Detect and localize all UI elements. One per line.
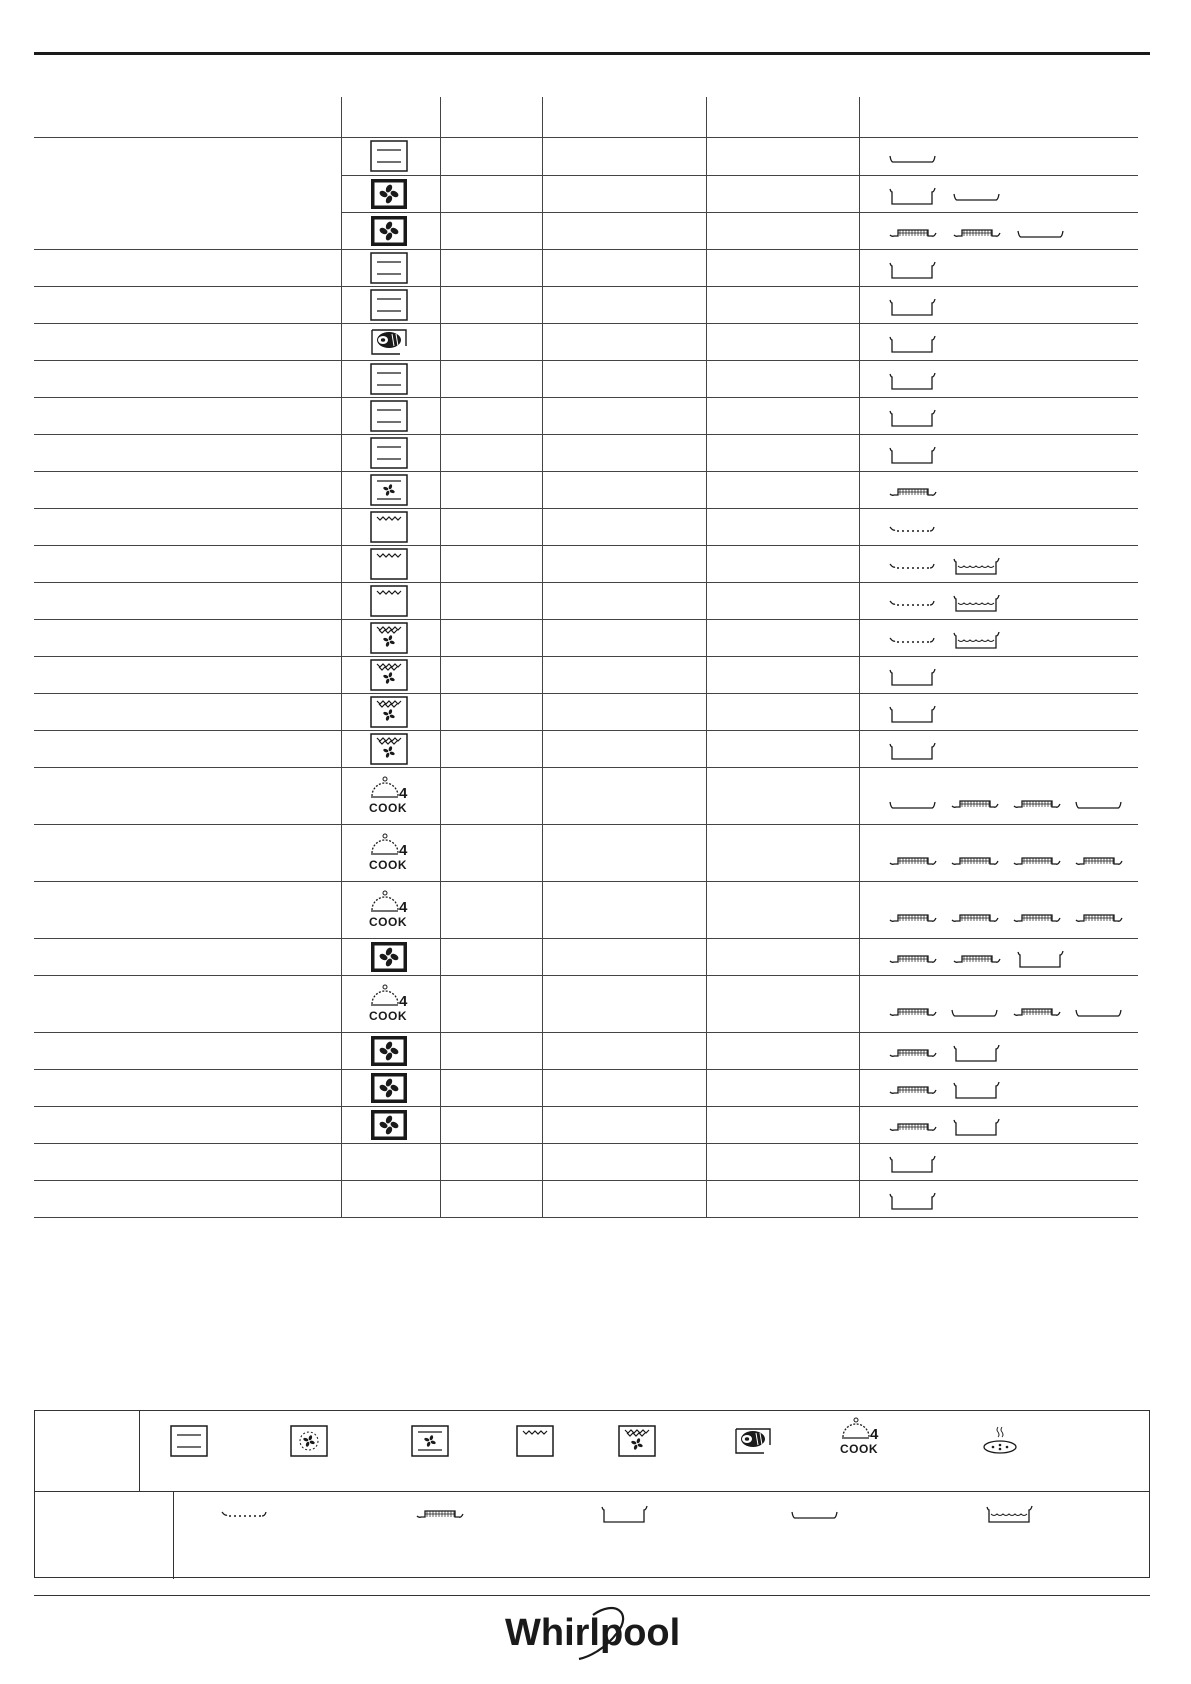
function-cell [341,323,437,360]
legend-function-item [159,1419,219,1463]
wire-shelf-icon [888,1046,938,1060]
convection-bake-icon [370,474,408,506]
grill-rack-icon [888,559,938,573]
baking-tray-icon [1074,797,1124,811]
function-cell [341,286,437,323]
conventional-heat-icon [370,289,408,321]
wire-shelf-icon [952,226,1002,240]
wire-shelf-icon [950,797,1000,811]
accessories-cell [878,1071,1143,1108]
function-cell [341,1180,437,1217]
wire-shelf-icon [888,1120,938,1134]
wire-shelf-icon [1074,854,1124,868]
dish-icon [888,666,938,688]
baking-tray-icon [952,189,1002,203]
dish-icon [888,740,938,762]
legend-function-item [505,1419,565,1463]
function-cell [341,881,437,938]
dish-icon [888,296,938,318]
function-cell [341,249,437,286]
legend-accessory-item [595,1499,655,1529]
conventional-heat-icon [370,437,408,469]
accessories-cell [878,732,1143,769]
wire-shelf-icon [950,854,1000,868]
wire-shelf-icon [952,952,1002,966]
water-tray-icon [952,592,1002,614]
wire-shelf-icon [888,485,938,499]
accessories-cell [878,832,1143,889]
cook4-label: COOK [369,857,407,872]
accessories-cell [878,940,1143,977]
function-cell [341,471,437,508]
grill-icon [516,1425,554,1457]
legend-function-item [970,1419,1030,1463]
function-cell [341,693,437,730]
wire-shelf-icon [1012,797,1062,811]
function-cell [341,656,437,693]
accessories-cell [878,1182,1143,1219]
conventional-heat-icon [370,140,408,172]
legend-function-item [400,1419,460,1463]
legend-column-divider [139,1411,140,1491]
accessories-cell [878,362,1143,399]
accessories-cell [878,621,1143,658]
function-cell [341,619,437,656]
function-cell [341,212,437,249]
wire-shelf-icon [888,1005,938,1019]
row-divider [34,137,1138,138]
accessories-cell [878,214,1143,251]
water-tray-icon [952,629,1002,651]
legend-box [34,1410,1150,1578]
dish-icon [888,259,938,281]
function-cell [341,1032,437,1069]
cook4-icon [368,776,410,816]
accessories-cell [878,436,1143,473]
accessories-cell [878,473,1143,510]
column-divider [542,97,543,1217]
function-cell [341,975,437,1032]
grill-icon [370,511,408,543]
wire-shelf-icon [888,1083,938,1097]
legend-accessory-item [785,1499,845,1529]
turbo-grill-icon [370,696,408,728]
column-divider [706,97,707,1217]
legend-column-divider [173,1491,174,1579]
accessories-cell [878,584,1143,621]
turbo-grill-icon [370,659,408,691]
forced-air-icon [370,1109,408,1141]
cook4-icon [839,1417,881,1457]
conventional-heat-icon [370,400,408,432]
legend-function-item [607,1419,667,1463]
cook4-icon [368,984,410,1024]
forced-air-icon [370,215,408,247]
dish-icon [952,1079,1002,1101]
legend-function-item [723,1419,783,1463]
cook4-number: 4 [399,898,408,916]
wire-shelf-icon [1012,911,1062,925]
function-cell [341,397,437,434]
baking-tray-icon [790,1507,840,1521]
cook4-number: 4 [399,784,408,802]
dish-icon [888,444,938,466]
convection-fan-icon [290,1425,328,1457]
baking-tray-icon [888,151,938,165]
cook4-number: 4 [870,1426,879,1443]
water-tray-icon [985,1503,1035,1525]
function-cell [341,1106,437,1143]
top-rule [34,52,1150,55]
cook4-icon [368,890,410,930]
cook4-icon [368,833,410,873]
grill-rack-icon [888,522,938,536]
grill-rack-icon [220,1507,270,1521]
dish-icon [888,407,938,429]
turbo-grill-icon [370,733,408,765]
accessories-cell [878,889,1143,946]
water-tray-icon [952,555,1002,577]
function-cell [341,938,437,975]
grill-rack-icon [888,633,938,647]
wire-shelf-icon [1074,911,1124,925]
meat-icon [734,1425,772,1457]
conventional-heat-icon [370,252,408,284]
wire-shelf-icon [888,854,938,868]
accessories-cell [878,1145,1143,1182]
dish-icon [952,1042,1002,1064]
dish-icon [888,1190,938,1212]
dish-icon [952,1116,1002,1138]
grill-icon [370,585,408,617]
wire-shelf-icon [1012,1005,1062,1019]
pizza-icon [981,1425,1019,1457]
forced-air-icon [370,1072,408,1104]
conventional-heat-icon [170,1425,208,1457]
meat-icon [370,326,408,358]
legend-accessory-item [215,1499,275,1529]
wire-shelf-icon [1012,854,1062,868]
function-cell [341,1143,437,1180]
forced-air-icon [370,1035,408,1067]
forced-air-icon [370,941,408,973]
accessories-cell [878,251,1143,288]
accessories-cell [878,399,1143,436]
drip-tray-icon [888,185,938,207]
function-cell [341,730,437,767]
wire-shelf-icon [888,911,938,925]
grill-icon [370,548,408,580]
accessories-cell [878,1034,1143,1071]
legend-function-item [279,1419,339,1463]
dish-icon [888,333,938,355]
wire-shelf-icon [888,952,938,966]
baking-tray-icon [950,1005,1000,1019]
cook4-label: COOK [840,1442,878,1456]
function-cell [341,824,437,881]
cook4-label: COOK [369,800,407,815]
cook4-label: COOK [369,1008,407,1023]
turbo-grill-icon [370,622,408,654]
accessories-cell [878,658,1143,695]
function-cell [341,582,437,619]
cook4-number: 4 [399,841,408,859]
accessories-cell [878,1108,1143,1145]
logo-text: Whirlpool [505,1612,681,1654]
accessories-cell [878,325,1143,362]
column-divider [440,97,441,1217]
accessories-cell [878,695,1143,732]
cook4-number: 4 [399,992,408,1010]
dish-icon [888,1153,938,1175]
convection-bake-icon [411,1425,449,1457]
accessories-cell [878,288,1143,325]
dish-icon [600,1503,650,1525]
conventional-heat-icon [370,363,408,395]
accessories-cell [878,510,1143,547]
accessories-cell [878,775,1143,832]
accessories-cell [878,139,1143,177]
function-cell [341,360,437,397]
column-divider [859,97,860,1217]
function-cell [341,545,437,582]
dish-icon [1016,948,1066,970]
function-cell [341,508,437,545]
baking-tray-icon [888,797,938,811]
accessories-cell [878,547,1143,584]
function-cell [341,767,437,824]
wire-shelf-icon [415,1507,465,1521]
cooking-table [34,97,1138,1217]
whirlpool-logo [505,1603,685,1663]
accessories-cell [878,983,1143,1040]
wire-shelf-icon [950,911,1000,925]
dish-icon [888,703,938,725]
baking-tray-icon [1074,1005,1124,1019]
function-cell [341,1069,437,1106]
function-cell [341,434,437,471]
cook4-label: COOK [369,914,407,929]
wire-shelf-icon [888,226,938,240]
forced-air-icon [370,178,408,210]
legend-row-divider [35,1491,1149,1492]
grill-rack-icon [888,596,938,610]
dish-icon [888,370,938,392]
legend-function-item [830,1415,890,1459]
legend-accessory-item [410,1499,470,1529]
bottom-rule [34,1595,1150,1596]
function-cell [341,175,437,212]
baking-tray-icon [1016,226,1066,240]
legend-accessory-item [980,1499,1040,1529]
accessories-cell [878,177,1143,214]
turbo-grill-icon [618,1425,656,1457]
function-cell [341,137,437,175]
